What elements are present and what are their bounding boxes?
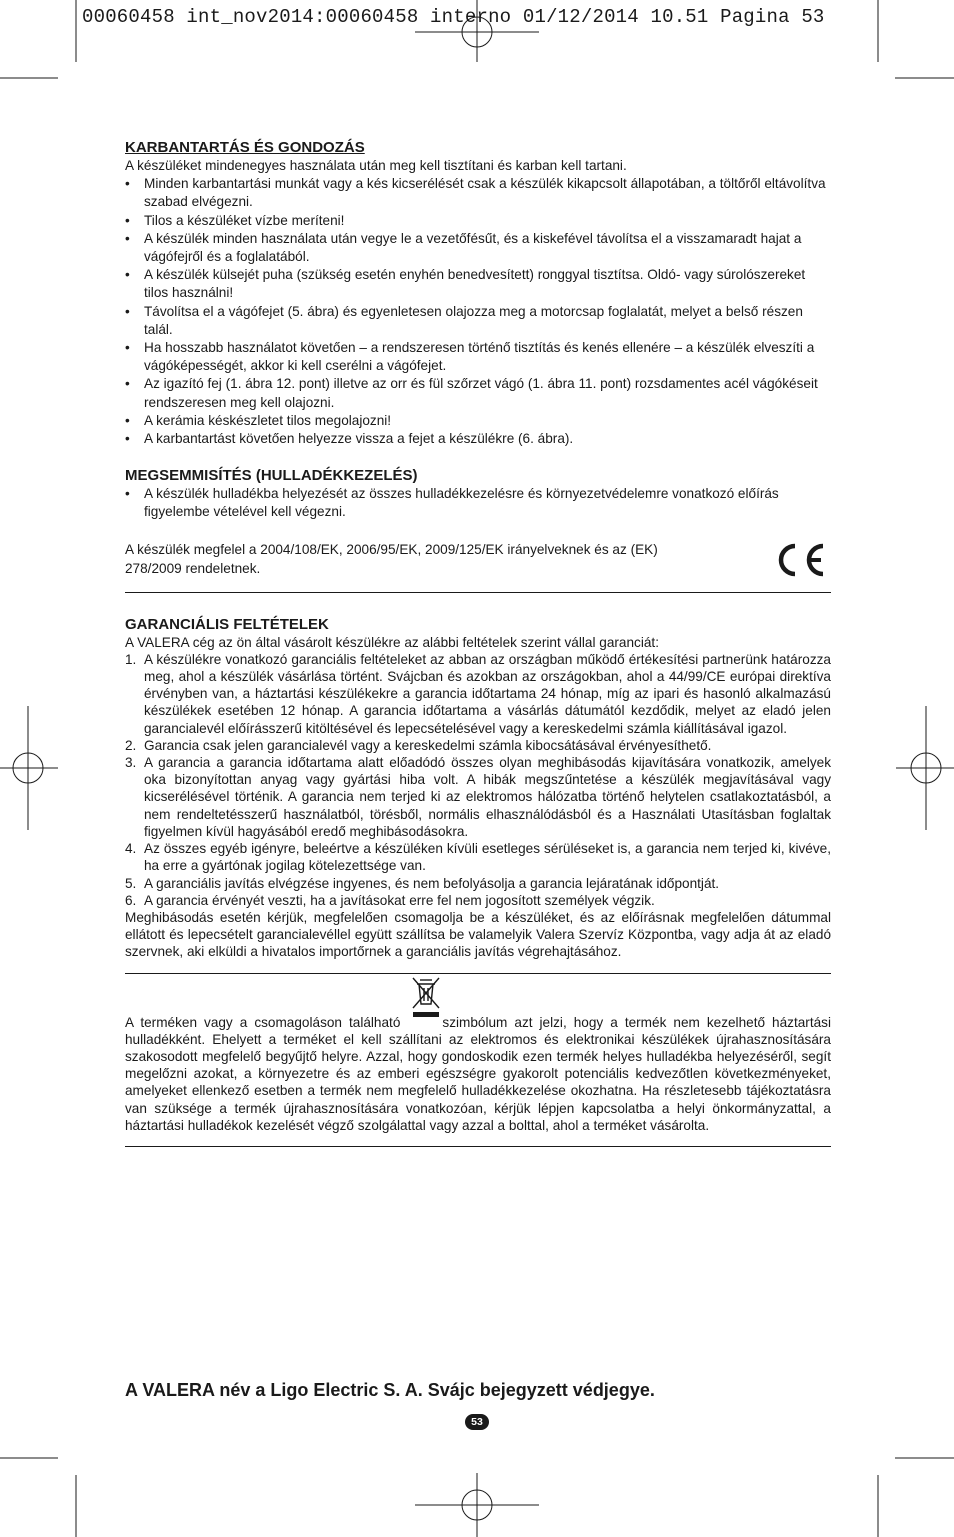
trademark-notice: A VALERA név a Ligo Electric S. A. Svájc bejegyzett védjegye. [125, 1380, 655, 1400]
maintenance-heading: KARBANTARTÁS ÉS GONDOZÁS [125, 139, 365, 156]
list-item: • A készülék hulladékba helyezését az összes hulladékkezelésre és környezetvédelemre vonatkozó előírás figyelembe vételével kell végezni. [125, 485, 831, 521]
crossed-bin-icon [411, 976, 441, 1018]
list-item: • Távolítsa el a vágófejet (5. ábra) és egyenletesen olajozza meg a motorcsap foglalatát, melyet a belső részen talál. [125, 303, 831, 339]
list-item: 4. Az összes egyéb igényre, beleértve a készüléken kívüli esetleges sérüléseket is, a garancia nem terjed ki, kivéve, ha erre a gyártónak jogilag kötelezettsége van. [125, 841, 831, 874]
warranty-section [125, 615, 831, 961]
list-item: • Minden karbantartási munkát vagy a kés kicserélését csak a készülék kikapcsolt állapotában, a töltőről eltávolítva szabad elvégezni. [125, 175, 831, 211]
list-item: 5. A garanciális javítás elvégzése ingyenes, és nem befolyásolja a garancia lejáratának időpontját. [125, 875, 720, 891]
maintenance-intro: A készüléket mindenegyes használata után meg kell tisztítani és karban kell tartani. [125, 158, 627, 173]
section-divider [125, 592, 831, 593]
compliance-row [125, 540, 831, 580]
warranty-intro: A VALERA cég az ön által vásárolt készülékre az alábbi feltételek szerint vállal garanciát: [125, 634, 659, 650]
list-item: 1. A készülékre vonatkozó garanciális feltételeket az abban az országban működő értékesítési partnerünk határozza meg, ahol a készülék vásárlása történt. Svájcban és azokban az országokban, ahol a 44/99/CE európai direktíva érvényben van, a háztartási készülékekre a garancia időtartama 24 hónap, míg az ipari és hasonló alkalmazású készülékek esetében 12 hónap. A garancia időtartama a vásárlás dátumától kezdődik, melyet az eladó jelen garancialevél előírásszerű kitöltésével és lepecsételésével vagy a kereskedelmi számla kiállításával igazol. [125, 651, 831, 736]
registration-mark-right [896, 706, 954, 830]
weee-top-divider [125, 973, 831, 974]
warranty-list [125, 651, 831, 909]
ce-mark-icon [773, 540, 829, 580]
list-item: 6. A garancia érvényét veszti, ha a javításokat erre fel nem jogosított személyek végzik. [125, 892, 655, 908]
warranty-closing: Meghibásodás esetén kérjük, megfelelően csomagolja be a készüléket, és az előírásnak megfelelően dátummal ellátott és lepecsételt garancialevéllel együtt szállítsa be valamelyik Valera Szervíz Központba, vagy adja át az eladó szervnek, aki elküldi a hivatalos importőrnek a garanciális javítás végrehajtásához. [125, 909, 831, 960]
list-item: • A készülék külsejét puha (szükség esetén enyhén benedvesített) ronggyal tisztítsa. Oldó- vagy súrolószereket tilos használni! [125, 266, 831, 302]
maintenance-list [125, 175, 831, 448]
weee-section [125, 1014, 831, 1134]
print-slug: 00060458 int_nov2014:00060458 interno 01/12/2014 10.51 Pagina 53 [82, 6, 825, 28]
list-item: 3. A garancia a garancia időtartama alatt előadódó összes olyan meghibásodás kijavítására vonatkozik, amelyek oka bizonyítottan anyag vagy gyártási hiba volt. A hibák megszűntetése a készülék megjavításával vagy kicserélésével történik. A garancia nem terjed ki az elektromos hálózatba történő helytelen csatlakoztatásból, a nem rendeltetésszerű használatból, törésből, normális elhasználódásból és a Használati Utasításban foglaltak figyelmen kívül hagyásából eredő meghibásodásokra. [125, 755, 831, 839]
compliance-text: A készülék megfelel a 2004/108/EK, 2006/95/EK, 2009/125/EK irányelveknek és az (EK) 278/2009 rendeletnek. [125, 542, 658, 576]
weee-text-after: szimbólum azt jelzi, hogy a termék nem kezelhető háztartási hulladékként. Ehelyett a terméket el kell szállítani az elektromos és elektronikai készülékek újrahasznosítására szakosodott megfelelő begyűjtő helyre. Azzal, hogy gondoskodik ezen termék helyes hulladékba helyezéséről, segít megelőzni azokat, a környezetre és az emberi egészségre gyakorolt potenciális kedvezőtlen következményeket, amelyeket ellenkező esetben a termék nem megfelelő hulladékkezelése okozhatna. Ha részletesebb tájékoztatásra van szüksége a termék újrahasznosítására vonatkozóan, kérjük lépjen kapcsolatba a helyi önkormányzattal, a háztartási hulladékok kezelését végző szolgálattal vagy azzal a bolttal, ahol a terméket vásárolta. [125, 1014, 831, 1133]
weee-text-before: A terméken vagy a csomagoláson található [125, 1014, 401, 1030]
registration-mark-top [415, 0, 539, 62]
disposal-heading: MEGSEMMISÍTÉS (HULLADÉKKEZELÉS) [125, 467, 418, 485]
warranty-heading: GARANCIÁLIS FELTÉTELEK [125, 615, 329, 633]
list-item: • Tilos a készüléket vízbe meríteni! [125, 212, 831, 230]
list-item: • A készülék minden használata után vegye le a vezetőfésűt, és a kiskefével távolítsa el a visszamaradt hajat a vágófejről és a foglalatából. [125, 230, 831, 266]
weee-paragraph [125, 1014, 831, 1134]
disposal-list [125, 485, 831, 521]
page-content [125, 138, 831, 1147]
registration-mark-left [0, 706, 58, 830]
list-item: • A kerámia késkészletet tilos megolajozni! [125, 412, 831, 430]
weee-bottom-divider [125, 1146, 831, 1147]
list-item: • Ha hosszabb használatot követően – a rendszeresen történő tisztítás és kenés ellenére – a készülék elveszíti a vágóképességét, akkor ki kell cserélni a vágófejet. [125, 339, 831, 375]
list-item: 2. Garancia csak jelen garancialevél vagy a kereskedelmi számla kibocsátásával érvényesíthető. [125, 737, 712, 753]
page-number-badge: 53 [465, 1414, 489, 1430]
registration-mark-bottom [415, 1473, 539, 1537]
disposal-section [125, 466, 831, 579]
maintenance-section [125, 138, 831, 448]
list-item: • Az igazító fej (1. ábra 12. pont) illetve az orr és fül szőrzet vágó (1. ábra 11. pont) rozsdamentes acél vágókéseit rendszeresen meg kell olajozni. [125, 375, 831, 411]
list-item: • A karbantartást követően helyezze vissza a fejet a készülékre (6. ábra). [125, 430, 831, 448]
